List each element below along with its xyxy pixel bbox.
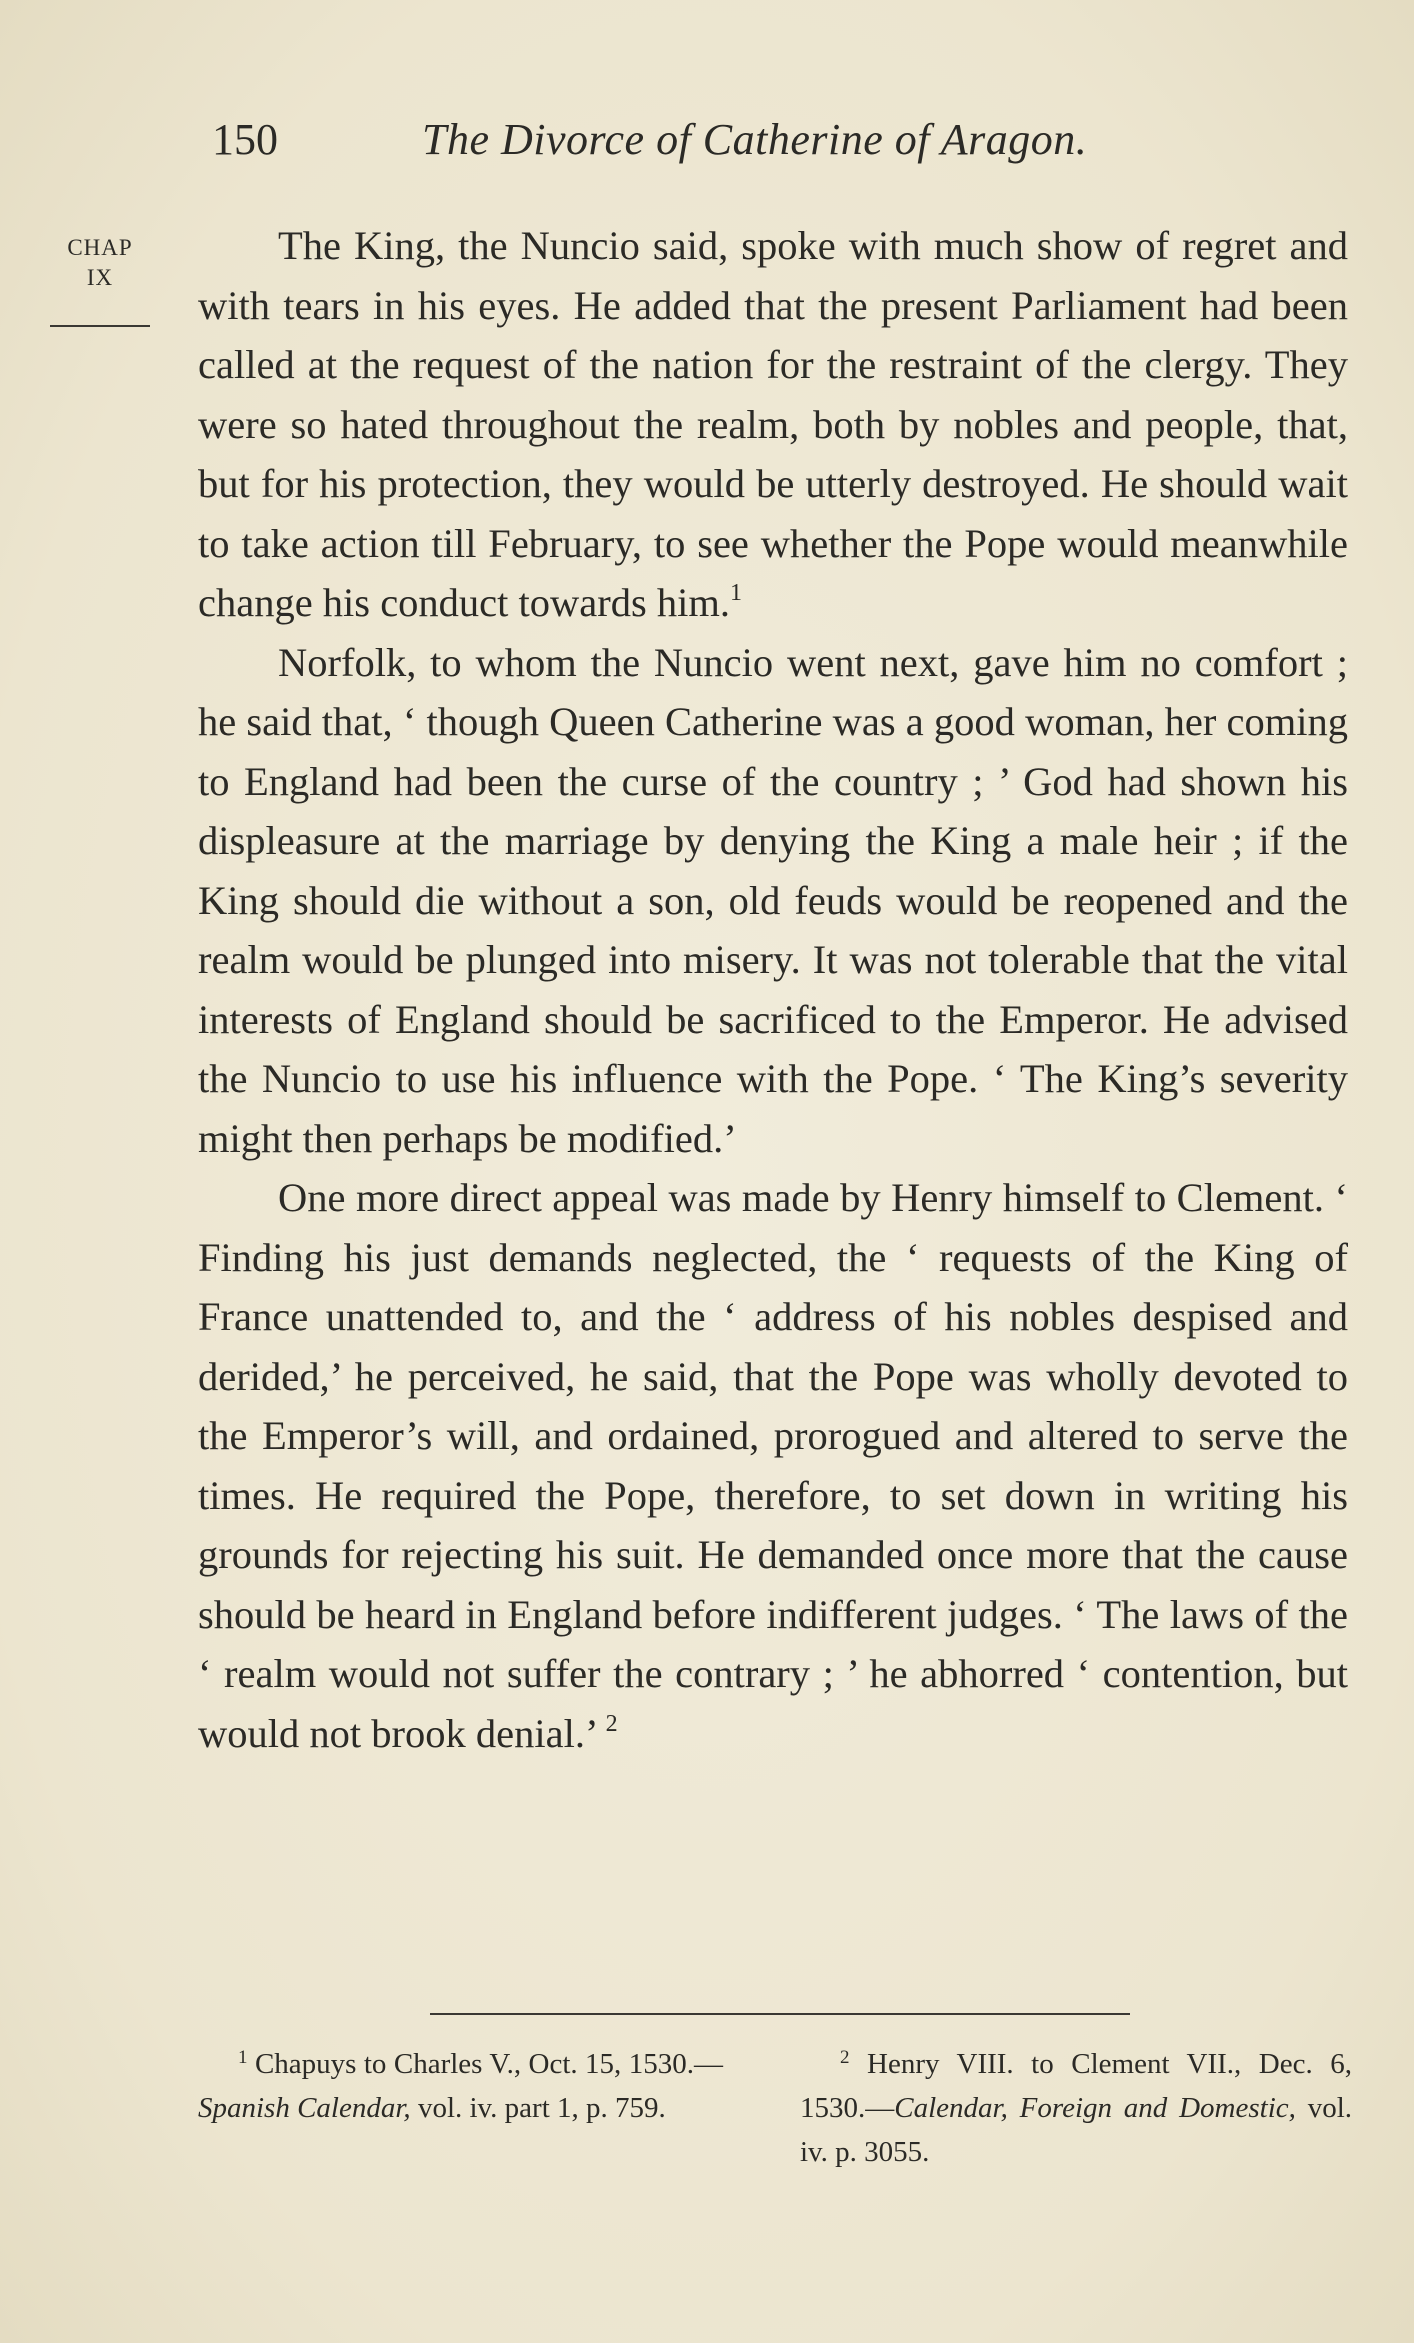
footnote-text: Chapuys to Charles V., Oct. 15, 1530.— — [254, 2048, 723, 2080]
chapter-label: CHAP — [67, 235, 133, 260]
paragraph-text: Norfolk, to whom the Nuncio went next, gave him no comfort ; he said that, ‘ though Queen Catherine was a good woman, her coming to England had been the curse of the country ; ’ God had shown his displeasure at the marriage by denying the King a male heir ; if the King should die without a son, old feuds would be reopened and the realm would be plunged into misery. It was not tolerable that the vital interests of England should be sacrificed to the Emperor. He advised the Nuncio to use his influence with the Pope. ‘ The King’s severity might then perhaps be modified.’ — [198, 639, 1348, 1161]
body-text — [198, 216, 1348, 1763]
footnote-italic-title: Spanish Calendar, — [198, 2092, 411, 2124]
page-number: 150 — [212, 115, 278, 164]
paragraph — [198, 633, 1348, 1169]
page-header — [212, 110, 1212, 170]
paragraph-text: The King, the Nuncio said, spoke with much show of regret and with tears in his eyes. He added that the present Parliament had been called at the request of the nation for the restraint of the clergy. They were so hated throughout the realm, both by nobles and people, that, but for his protection, they would be utterly destroyed. He should wait to take action till February, to see whether the Pope would meanwhile change his conduct towards him. — [198, 223, 1348, 625]
chapter-number: IX — [86, 265, 114, 290]
footnote-divider — [430, 2013, 1130, 2015]
footnote-text: Henry VIII. to Clement VII., Dec. 6, 1530.— — [800, 2048, 1352, 2124]
footnote-reference: 1 — [730, 580, 742, 606]
footnote-mark: 2 — [840, 2047, 850, 2068]
footnote — [800, 2042, 1352, 2174]
footnote-text: vol. iv. p. 3055. — [800, 2092, 1352, 2168]
footnote-text: vol. iv. part 1, p. 759. — [410, 2092, 666, 2124]
paragraph — [198, 216, 1348, 633]
footnote-italic-title: Calendar, Foreign and Domestic, — [894, 2092, 1296, 2124]
running-title: The Divorce of Catherine of Aragon. — [422, 115, 1088, 164]
footnote-reference: 2 — [605, 1710, 618, 1737]
footnote-mark: 1 — [238, 2047, 248, 2068]
chapter-marker-rule — [50, 325, 150, 327]
footnote — [198, 2042, 723, 2130]
chapter-marker — [52, 233, 148, 293]
paragraph — [198, 1168, 1348, 1763]
paragraph-text: One more direct appeal was made by Henry himself to Clement. ‘ Finding his just demands neglected, the ‘ requests of the King of France unattended to, and the ‘ address of his nobles despised and derided,’ he perceived, he said, that the Pope was wholly devoted to the Emperor’s will, and ordained, prorogued and altered to serve the times. He required the Pope, therefore, to set down in writing his grounds for rejecting his suit. He demanded once more that the cause should be heard in England before indifferent judges. ‘ The laws of the ‘ realm would not suffer the contrary ; ’ he abhorred ‘ contention, but would not brook denial.’ — [198, 1175, 1348, 1756]
